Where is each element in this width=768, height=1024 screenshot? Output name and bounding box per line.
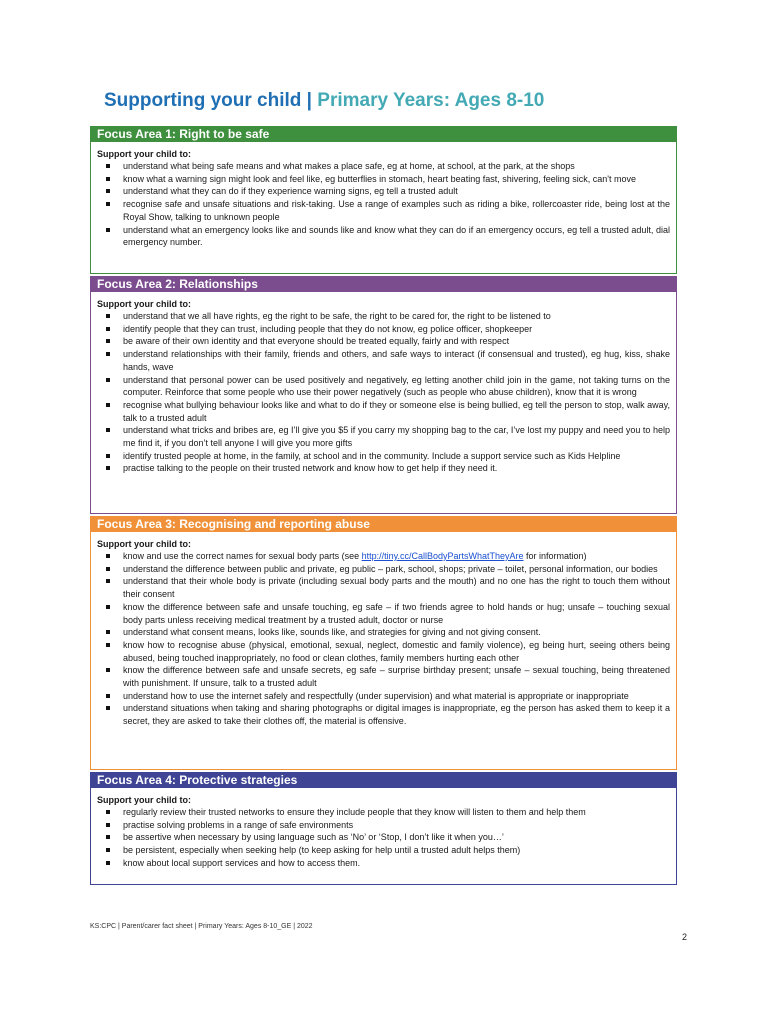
- list-item: understand what being safe means and what makes a place safe, eg at home, at school, at the park, at the shops: [97, 160, 670, 173]
- focus-area-4-lead: Support your child to:: [97, 795, 191, 805]
- list-item: be persistent, especially when seeking help (to keep asking for help until a trusted adult helps them): [97, 844, 670, 857]
- list-item: know how to recognise abuse (physical, emotional, sexual, neglect, domestic and family violence), eg being hurt, seeing others being abused, being touched inappropriately, no food or clean clothes, family members hurting each other: [97, 639, 670, 664]
- list-item: recognise safe and unsafe situations and risk-taking. Use a range of examples such as riding a bike, rollercoaster ride, being lost at the Royal Show, talking to unknown people: [97, 198, 670, 223]
- bullet-icon: [106, 339, 110, 343]
- list-item: identify trusted people at home, in the family, at school and in the community. Include a support service such as Kids Helpline: [97, 450, 670, 463]
- list-item: know the difference between safe and unsafe touching, eg safe – if two friends agree to hold hands or hug; unsafe – touching sexual body parts unless receiving medical treatment by a trusted adult, doctor or nurse: [97, 601, 670, 626]
- list-item: practise solving problems in a range of safe environments: [97, 819, 670, 832]
- list-item: understand that their whole body is private (including sexual body parts and the mouth) and no one has the right to touch them without their consent: [97, 575, 670, 600]
- list-item: understand what they can do if they experience warning signs, eg tell a trusted adult: [97, 185, 670, 198]
- bullet-icon: [106, 454, 110, 458]
- bullet-icon: [106, 668, 110, 672]
- bullet-icon: [106, 835, 110, 839]
- focus-area-4: [90, 772, 677, 885]
- bullet-icon: [106, 579, 110, 583]
- bullet-icon: [106, 643, 110, 647]
- bullet-icon: [106, 189, 110, 193]
- title-main: Supporting your child: [104, 90, 302, 111]
- focus-area-3-list: [97, 550, 670, 728]
- focus-area-1-heading: Focus Area 1: Right to be safe: [91, 127, 676, 142]
- focus-area-3: [90, 516, 677, 770]
- bullet-icon: [106, 228, 110, 232]
- list-item: understand what consent means, looks like, sounds like, and strategies for giving and not giving consent.: [97, 626, 670, 639]
- focus-area-1-lead: Support your child to:: [97, 149, 191, 159]
- list-item: identify people that they can trust, including people that they do not know, eg police officer, shopkeeper: [97, 323, 670, 336]
- focus-area-2: [90, 276, 677, 514]
- list-item: practise talking to the people on their trusted network and know how to get help if they need it.: [97, 462, 670, 475]
- body-parts-link[interactable]: http://tiny.cc/CallBodyPartsWhatTheyAre: [361, 551, 524, 561]
- bullet-icon: [106, 554, 110, 558]
- title-separator: |: [306, 90, 312, 111]
- focus-area-1: [90, 126, 677, 274]
- list-item: understand situations when taking and sharing photographs or digital images is inappropriate, eg the person has asked them to keep it a secret, they are asked to take their clothes off, the material is offensive.: [97, 702, 670, 727]
- list-item: know about local support services and how to access them.: [97, 857, 670, 870]
- bullet-icon: [106, 706, 110, 710]
- list-item: understand that we all have rights, eg the right to be safe, the right to be cared for, the right to be listened to: [97, 310, 670, 323]
- list-item: understand how to use the internet safely and respectfully (under supervision) and what material is appropriate or inappropriate: [97, 690, 670, 703]
- bullet-icon: [106, 164, 110, 168]
- list-item: know the difference between safe and unsafe secrets, eg safe – surprise birthday present; unsafe – sexual touching, being threatened with punishment. If unsure, talk to a trusted adult: [97, 664, 670, 689]
- bullet-icon: [106, 823, 110, 827]
- list-item: understand what tricks and bribes are, eg I’ll give you $5 if you carry my shopping bag to the car, I’ve lost my puppy and need you to help me find it, if you don’t tell anyone I will give you more gifts: [97, 424, 670, 449]
- focus-area-2-heading: Focus Area 2: Relationships: [91, 277, 676, 292]
- focus-area-4-list: [97, 806, 670, 870]
- page-number: 2: [682, 932, 688, 942]
- bullet-icon: [106, 605, 110, 609]
- list-item: know and use the correct names for sexual body parts (see http://tiny.cc/CallBodyPartsWhatTheyAre for information): [97, 550, 670, 563]
- list-item: be aware of their own identity and that everyone should be treated equally, fairly and with respect: [97, 335, 670, 348]
- bullet-icon: [106, 378, 110, 382]
- bullet-icon: [106, 428, 110, 432]
- page-title: [104, 90, 544, 112]
- bullet-icon: [106, 861, 110, 865]
- focus-area-3-lead: Support your child to:: [97, 539, 191, 549]
- bullet-icon: [106, 694, 110, 698]
- bullet-icon: [106, 403, 110, 407]
- bullet-icon: [106, 202, 110, 206]
- bullet-icon: [106, 567, 110, 571]
- list-item: regularly review their trusted networks to ensure they include people that they know will listen to them and help them: [97, 806, 670, 819]
- focus-area-2-lead: Support your child to:: [97, 299, 191, 309]
- focus-area-3-heading: Focus Area 3: Recognising and reporting abuse: [91, 517, 676, 532]
- bullet-icon: [106, 314, 110, 318]
- bullet-icon: [106, 327, 110, 331]
- list-item: recognise what bullying behaviour looks like and what to do if they or someone else is being bullied, eg tell the person to stop, walk away, talk to a trusted adult: [97, 399, 670, 424]
- list-item: understand relationships with their family, friends and others, and safe ways to interact (if consensual and trusted), eg hug, kiss, shake hands, wave: [97, 348, 670, 373]
- list-item: know what a warning sign might look and feel like, eg butterflies in stomach, heart beating fast, shivering, feeling sick, can't move: [97, 173, 670, 186]
- footer-text: KS:CPC | Parent/carer fact sheet | Primary Years: Ages 8-10_GE | 2022: [90, 923, 313, 930]
- bullet-icon: [106, 630, 110, 634]
- bullet-icon: [106, 352, 110, 356]
- list-item: understand what an emergency looks like and sounds like and know what they can do if an emergency occurs, eg tell a trusted adult, dial emergency number.: [97, 224, 670, 249]
- list-item: understand the difference between public and private, eg public – park, school, shops; private – toilet, personal information, our bodies: [97, 563, 670, 576]
- bullet-icon: [106, 810, 110, 814]
- bullet-icon: [106, 177, 110, 181]
- focus-area-4-heading: Focus Area 4: Protective strategies: [91, 773, 676, 788]
- list-item: understand that personal power can be used positively and negatively, eg letting another child join in the game, not taking turns on the computer. Reinforce that some people who use their power negatively (such as people who abuse children), know that it is wrong: [97, 374, 670, 399]
- focus-area-2-list: [97, 310, 670, 475]
- list-item: be assertive when necessary by using language such as ‘No’ or ‘Stop, I don’t like it when you…’: [97, 831, 670, 844]
- title-subtitle: Primary Years: Ages 8-10: [317, 90, 545, 111]
- focus-area-1-list: [97, 160, 670, 249]
- bullet-icon: [106, 466, 110, 470]
- bullet-icon: [106, 848, 110, 852]
